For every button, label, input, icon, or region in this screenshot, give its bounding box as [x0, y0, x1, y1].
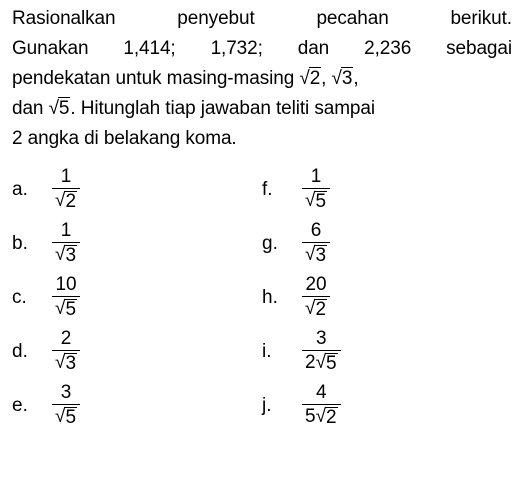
- radicand: 3: [341, 68, 353, 89]
- word: pecahan: [316, 8, 389, 29]
- numerator: 6: [310, 220, 322, 241]
- radicand: 5: [65, 299, 77, 320]
- problem-label: j.: [262, 394, 272, 416]
- sqrt-expression: [332, 64, 354, 94]
- radicand: 5: [58, 98, 70, 119]
- denominator: [302, 351, 341, 375]
- problem-item: [262, 382, 341, 429]
- sqrt-symbol: √: [55, 298, 66, 319]
- word: dan: [297, 38, 330, 59]
- radicand: 5: [315, 191, 327, 212]
- instruction-line-1: [12, 4, 512, 34]
- problem-label: c.: [12, 286, 27, 308]
- sqrt-symbol: √: [48, 98, 59, 119]
- word: Rasionalkan: [12, 8, 116, 29]
- instruction-line-2: [12, 34, 512, 64]
- fraction: [302, 166, 330, 213]
- coefficient: 2: [305, 352, 316, 373]
- line-text: 2 angka di belakang koma.: [12, 128, 237, 149]
- numerator: 20: [305, 274, 327, 295]
- sqrt-expression: [305, 243, 327, 267]
- word: 1,414;: [123, 38, 176, 59]
- instruction-line-4: [12, 94, 512, 124]
- word: 2,236: [364, 38, 412, 59]
- radicand: 2: [65, 191, 77, 212]
- denominator: [302, 297, 330, 321]
- radicand: 5: [65, 407, 77, 428]
- denominator: [52, 189, 80, 213]
- problem-item: [262, 220, 330, 267]
- numerator: 1: [60, 220, 72, 241]
- fraction: [52, 328, 80, 375]
- problem-item: [12, 328, 80, 375]
- sqrt-symbol: √: [315, 352, 327, 373]
- sqrt-expression: [316, 351, 338, 375]
- problem-label: e.: [12, 394, 28, 416]
- coefficient: 5: [305, 406, 316, 427]
- sqrt-expression: [316, 405, 338, 429]
- denominator: [52, 297, 80, 321]
- line-text: . Hitunglah tiap jawaban teliti sampai: [70, 98, 375, 119]
- line-text: dan: [12, 98, 44, 119]
- radicand: 3: [315, 245, 327, 266]
- fraction: [302, 274, 330, 321]
- problem-item: [12, 382, 80, 429]
- fraction: [302, 328, 341, 375]
- problem-item: [262, 328, 341, 375]
- sqrt-expression: [55, 189, 77, 213]
- problem-label: b.: [12, 232, 28, 254]
- comma: ,: [353, 68, 359, 89]
- numerator: 4: [316, 382, 327, 403]
- fraction: [52, 274, 80, 321]
- numerator: 2: [60, 328, 72, 349]
- problem-label: f.: [262, 178, 273, 200]
- sqrt-expression: [49, 94, 71, 124]
- sqrt-symbol: √: [299, 68, 310, 89]
- word: berikut.: [450, 8, 512, 29]
- denominator: [52, 351, 80, 375]
- denominator: [302, 405, 341, 429]
- numerator: 3: [60, 382, 72, 403]
- problem-label: d.: [12, 340, 28, 362]
- sqrt-expression: [299, 64, 321, 94]
- sqrt-symbol: √: [55, 352, 66, 373]
- fraction: [52, 382, 80, 429]
- numerator: 10: [55, 274, 77, 295]
- numerator: 1: [310, 166, 322, 187]
- problem-item: [262, 166, 330, 213]
- radicand: 2: [315, 299, 327, 320]
- problem-item: [262, 274, 330, 321]
- comma: ,: [321, 68, 327, 89]
- problem-label: g.: [262, 232, 278, 254]
- denominator: [52, 405, 80, 429]
- sqrt-symbol: √: [315, 406, 327, 427]
- sqrt-symbol: √: [331, 68, 342, 89]
- word: penyebut: [177, 8, 255, 29]
- fraction: [52, 166, 80, 213]
- denominator: [52, 243, 80, 267]
- sqrt-symbol: √: [305, 190, 316, 211]
- fraction: [52, 220, 80, 267]
- denominator: [302, 243, 330, 267]
- sqrt-symbol: √: [305, 298, 316, 319]
- instruction-paragraph: [12, 4, 512, 154]
- sqrt-symbol: √: [305, 244, 316, 265]
- numerator: 3: [316, 328, 327, 349]
- problem-label: i.: [262, 340, 272, 362]
- instruction-line-5: [12, 124, 512, 154]
- instruction-line-3: [12, 64, 512, 94]
- sqrt-expression: [55, 297, 77, 321]
- fraction: [302, 382, 341, 429]
- fraction: [302, 220, 330, 267]
- word: sebagai: [446, 38, 512, 59]
- problem-label: a.: [12, 178, 28, 200]
- sqrt-symbol: √: [55, 244, 66, 265]
- word: 1,732;: [210, 38, 263, 59]
- numerator: 1: [60, 166, 72, 187]
- sqrt-expression: [55, 243, 77, 267]
- sqrt-expression: [55, 405, 77, 429]
- problem-item: [12, 220, 80, 267]
- sqrt-expression: [55, 351, 77, 375]
- sqrt-expression: [305, 297, 327, 321]
- line-text: pendekatan untuk masing-masing: [12, 68, 295, 89]
- sqrt-symbol: √: [55, 406, 66, 427]
- problem-label: h.: [262, 286, 278, 308]
- radicand: 5: [326, 353, 337, 374]
- denominator: [302, 189, 330, 213]
- radicand: 3: [65, 245, 77, 266]
- radicand: 2: [326, 407, 337, 428]
- word: Gunakan: [12, 38, 89, 59]
- problem-item: [12, 166, 80, 213]
- radicand: 2: [309, 68, 321, 89]
- problem-item: [12, 274, 80, 321]
- sqrt-symbol: √: [55, 190, 66, 211]
- sqrt-expression: [305, 189, 327, 213]
- radicand: 3: [65, 353, 77, 374]
